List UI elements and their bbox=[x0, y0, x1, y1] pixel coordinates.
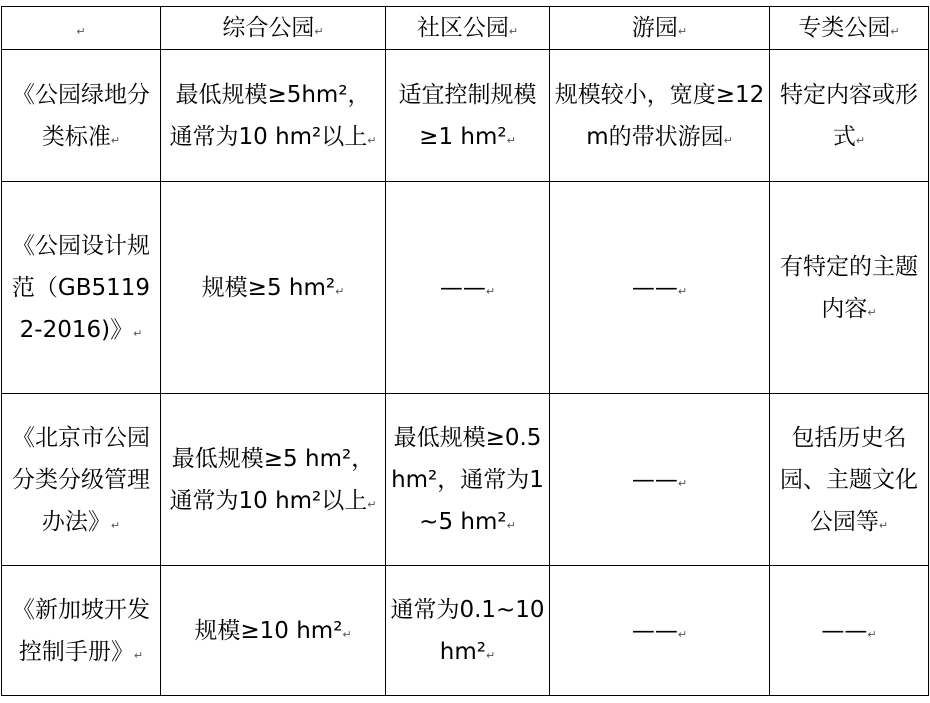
table-cell: 最低规模≥0.5 hm²，通常为1~5 hm²↵ bbox=[386, 394, 550, 566]
planning-standards-table bbox=[1, 6, 929, 696]
row-source-cell: 《新加坡开发控制手册》↵ bbox=[2, 566, 161, 696]
paragraph-mark-icon: ↵ bbox=[110, 133, 121, 147]
paragraph-mark-icon: ↵ bbox=[890, 25, 900, 38]
paragraph-mark-icon: ↵ bbox=[867, 305, 877, 319]
paragraph-mark-icon: ↵ bbox=[723, 133, 733, 147]
table-cell: 最低规模≥5hm²，通常为10 hm²以上↵ bbox=[161, 50, 386, 182]
paragraph-mark-icon: ↵ bbox=[867, 627, 877, 641]
table-cell: 有特定的主题内容↵ bbox=[770, 182, 929, 394]
header-community-park: 社区公园↵ bbox=[386, 7, 550, 50]
paragraph-mark-icon: ↵ bbox=[677, 476, 688, 490]
paragraph-mark-icon: ↵ bbox=[508, 25, 519, 38]
paragraph-mark-icon: ↵ bbox=[110, 518, 121, 532]
table-cell: 最低规模≥5 hm²，通常为10 hm²以上↵ bbox=[161, 394, 386, 566]
table-cell: ——↵ bbox=[550, 394, 770, 566]
paragraph-mark-icon: ↵ bbox=[342, 627, 352, 641]
paragraph-mark-icon: ↵ bbox=[677, 627, 688, 641]
row-source-cell: 《北京市公园分类分级管理办法》↵ bbox=[2, 394, 161, 566]
table-cell: ——↵ bbox=[550, 566, 770, 696]
paragraph-mark-icon: ↵ bbox=[878, 518, 889, 532]
paragraph-mark-icon: ↵ bbox=[314, 25, 324, 38]
paragraph-mark-icon: ↵ bbox=[335, 284, 345, 298]
table-row bbox=[2, 394, 929, 566]
table-cell: ——↵ bbox=[770, 566, 929, 696]
table-cell: 通常为0.1~10 hm²↵ bbox=[386, 566, 550, 696]
paragraph-mark-icon: ↵ bbox=[677, 25, 688, 38]
paragraph-mark-icon: ↵ bbox=[76, 25, 86, 38]
paragraph-mark-icon: ↵ bbox=[133, 648, 144, 662]
row-source-cell: 《公园绿地分类标准↵ bbox=[2, 50, 161, 182]
table-cell: 特定内容或形式↵ bbox=[770, 50, 929, 182]
header-comprehensive-park: 综合公园↵ bbox=[161, 7, 386, 50]
table-cell: 包括历史名园、主题文化公园等↵ bbox=[770, 394, 929, 566]
table-cell: 规模≥10 hm²↵ bbox=[161, 566, 386, 696]
table-cell: ——↵ bbox=[386, 182, 550, 394]
table-cell: ——↵ bbox=[550, 182, 770, 394]
paragraph-mark-icon: ↵ bbox=[506, 133, 516, 147]
table-row bbox=[2, 566, 929, 696]
table-cell: 规模≥5 hm²↵ bbox=[161, 182, 386, 394]
paragraph-mark-icon: ↵ bbox=[367, 133, 377, 147]
paragraph-mark-icon: ↵ bbox=[367, 497, 377, 511]
table-row bbox=[2, 50, 929, 182]
table-cell: 规模较小，宽度≥12m的带状游园↵ bbox=[550, 50, 770, 182]
header-row bbox=[2, 7, 929, 50]
paragraph-mark-icon: ↵ bbox=[485, 284, 496, 298]
paragraph-mark-icon: ↵ bbox=[677, 284, 688, 298]
header-corner-cell bbox=[2, 7, 161, 50]
header-specialized-park: 专类公园↵ bbox=[770, 7, 929, 50]
table-cell: 适宜控制规模≥1 hm²↵ bbox=[386, 50, 550, 182]
paragraph-mark-icon: ↵ bbox=[485, 648, 496, 662]
paragraph-mark-icon: ↵ bbox=[133, 326, 143, 340]
row-source-cell: 《公园设计规范（GB51192-2016)》↵ bbox=[2, 182, 161, 394]
paragraph-mark-icon: ↵ bbox=[506, 518, 516, 532]
paragraph-mark-icon: ↵ bbox=[855, 133, 866, 147]
header-pocket-park: 游园↵ bbox=[550, 7, 770, 50]
table-row bbox=[2, 182, 929, 394]
